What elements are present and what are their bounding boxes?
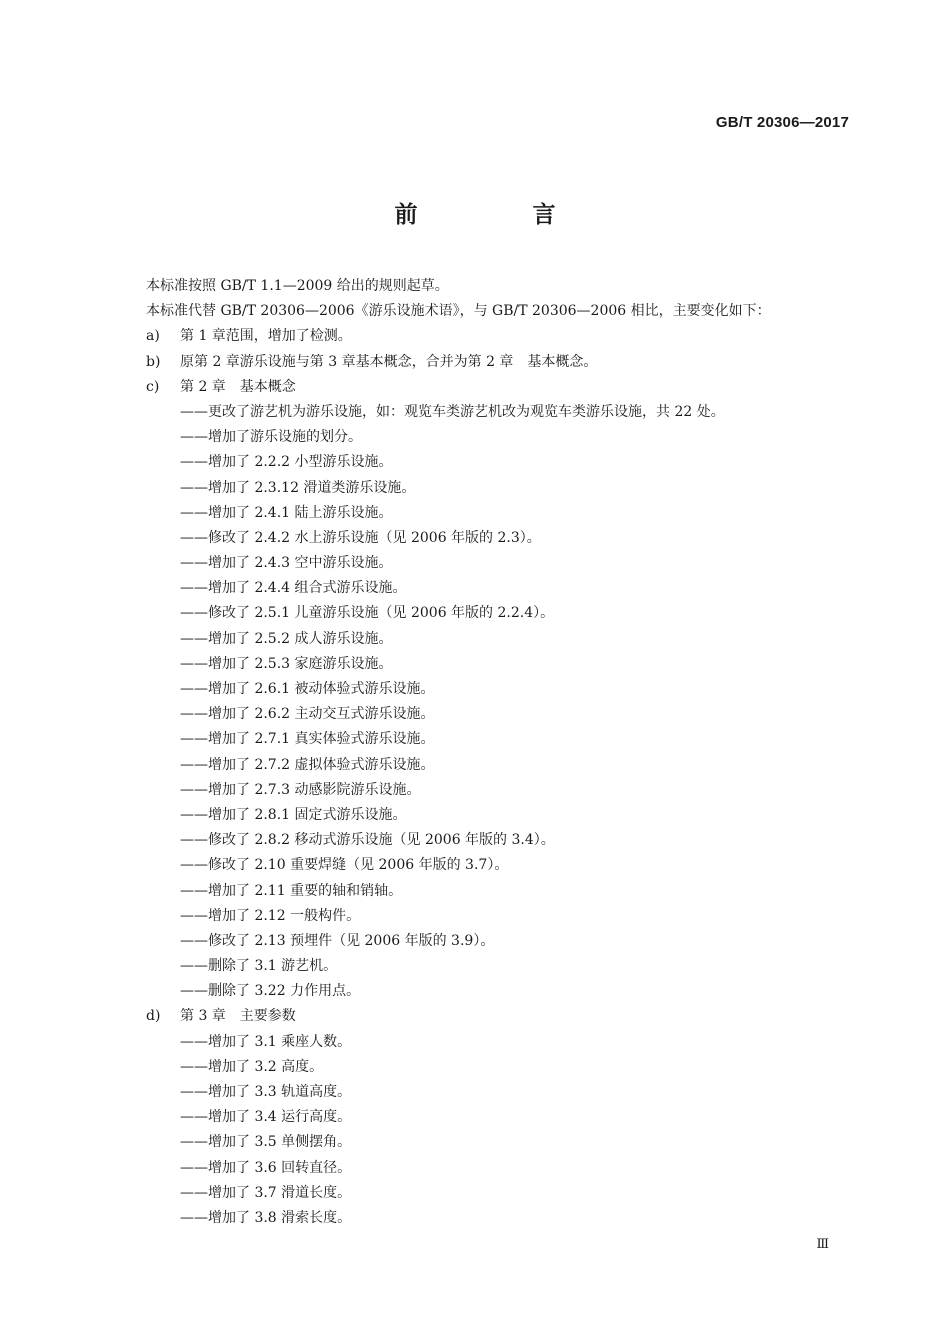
list-item-text: 第 2 章 基本概念 [180, 378, 296, 395]
change-entry: ——增加了 2.6.1 被动体验式游乐设施。 [180, 681, 435, 697]
change-entry: ——增加了 3.4 运行高度。 [180, 1109, 352, 1126]
change-entry: ——增加了 3.3 轨道高度。 [180, 1084, 352, 1100]
list-item [146, 375, 846, 400]
change-entry: ——增加了 2.12 一般构件。 [180, 907, 361, 924]
change-entry: ——修改了 2.4.2 水上游乐设施（见 2006 年版的 2.3）。 [180, 529, 541, 546]
change-entry: ——增加了 2.8.1 固定式游乐设施。 [180, 806, 407, 823]
change-entry: ——增加了 3.6 回转直径。 [180, 1159, 352, 1176]
change-entry: ——增加了 3.7 滑道长度。 [180, 1184, 352, 1201]
page-title: 前 言 [394, 202, 602, 228]
change-entry: ——增加了游乐设施的划分。 [180, 429, 362, 446]
list-marker: a) [146, 328, 160, 345]
change-list [146, 324, 846, 1231]
change-entry: ——增加了 2.4.3 空中游乐设施。 [180, 555, 393, 572]
change-entry: ——修改了 2.8.2 移动式游乐设施（见 2006 年版的 3.4）。 [180, 832, 555, 849]
change-entry: ——增加了 3.2 高度。 [180, 1058, 324, 1075]
change-entry: ——增加了 2.5.2 成人游乐设施。 [180, 630, 393, 647]
change-entry: ——增加了 3.8 滑索长度。 [180, 1209, 352, 1226]
change-entry: ——增加了 2.4.4 组合式游乐设施。 [180, 580, 407, 597]
list-item [146, 324, 846, 349]
change-entry: ——增加了 2.2.2 小型游乐设施。 [180, 454, 393, 471]
change-entry: ——更改了游艺机为游乐设施，如：观览车类游艺机改为观览车类游乐设施，共 22 处。 [180, 403, 725, 420]
change-entry: ——增加了 2.7.2 虚拟体验式游乐设施。 [180, 756, 435, 773]
list-marker: d) [146, 1008, 161, 1025]
change-entry: ——增加了 2.11 重要的轴和销轴。 [180, 882, 403, 899]
page-number: Ⅲ [816, 1237, 829, 1252]
change-entry: ——修改了 2.10 重要焊缝（见 2006 年版的 3.7）。 [180, 857, 509, 874]
change-entry: ——增加了 2.7.3 动感影院游乐设施。 [180, 781, 421, 798]
list-item-text: 第 1 章范围，增加了检测。 [180, 328, 352, 345]
list-item-text: 第 3 章 主要参数 [180, 1008, 296, 1025]
list-item [146, 350, 846, 375]
change-entry: ——增加了 2.3.12 滑道类游乐设施。 [180, 479, 416, 496]
list-marker: b) [146, 353, 161, 370]
list-item-text: 原第 2 章游乐设施与第 3 章基本概念，合并为第 2 章 基本概念。 [180, 353, 598, 370]
list-item [146, 1004, 846, 1029]
change-entry: ——修改了 2.5.1 儿童游乐设施（见 2006 年版的 2.2.4）。 [180, 605, 555, 622]
intro-paragraph: 本标准按照 GB/T 1.1—2009 给出的规则起草。 [146, 278, 449, 294]
change-entry: ——增加了 3.5 单侧摆角。 [180, 1134, 352, 1151]
change-entry: ——修改了 2.13 预埋件（见 2006 年版的 3.9）。 [180, 932, 495, 949]
change-entry: ——增加了 3.1 乘座人数。 [180, 1033, 352, 1050]
change-entry: ——删除了 3.1 游艺机。 [180, 958, 338, 975]
list-marker: c) [146, 378, 160, 395]
change-entry: ——增加了 2.5.3 家庭游乐设施。 [180, 655, 393, 672]
change-entry: ——增加了 2.7.1 真实体验式游乐设施。 [180, 731, 435, 748]
change-entry: ——删除了 3.22 力作用点。 [180, 983, 361, 1000]
change-entry: ——增加了 2.6.2 主动交互式游乐设施。 [180, 706, 435, 723]
standard-code: GB/T 20306—2017 [715, 114, 849, 131]
change-entry: ——增加了 2.4.1 陆上游乐设施。 [180, 504, 393, 521]
intro-paragraph: 本标准代替 GB/T 20306—2006《游乐设施术语》，与 GB/T 20306—2006 相比，主要变化如下： [146, 303, 771, 320]
foreword-body [146, 274, 846, 1231]
